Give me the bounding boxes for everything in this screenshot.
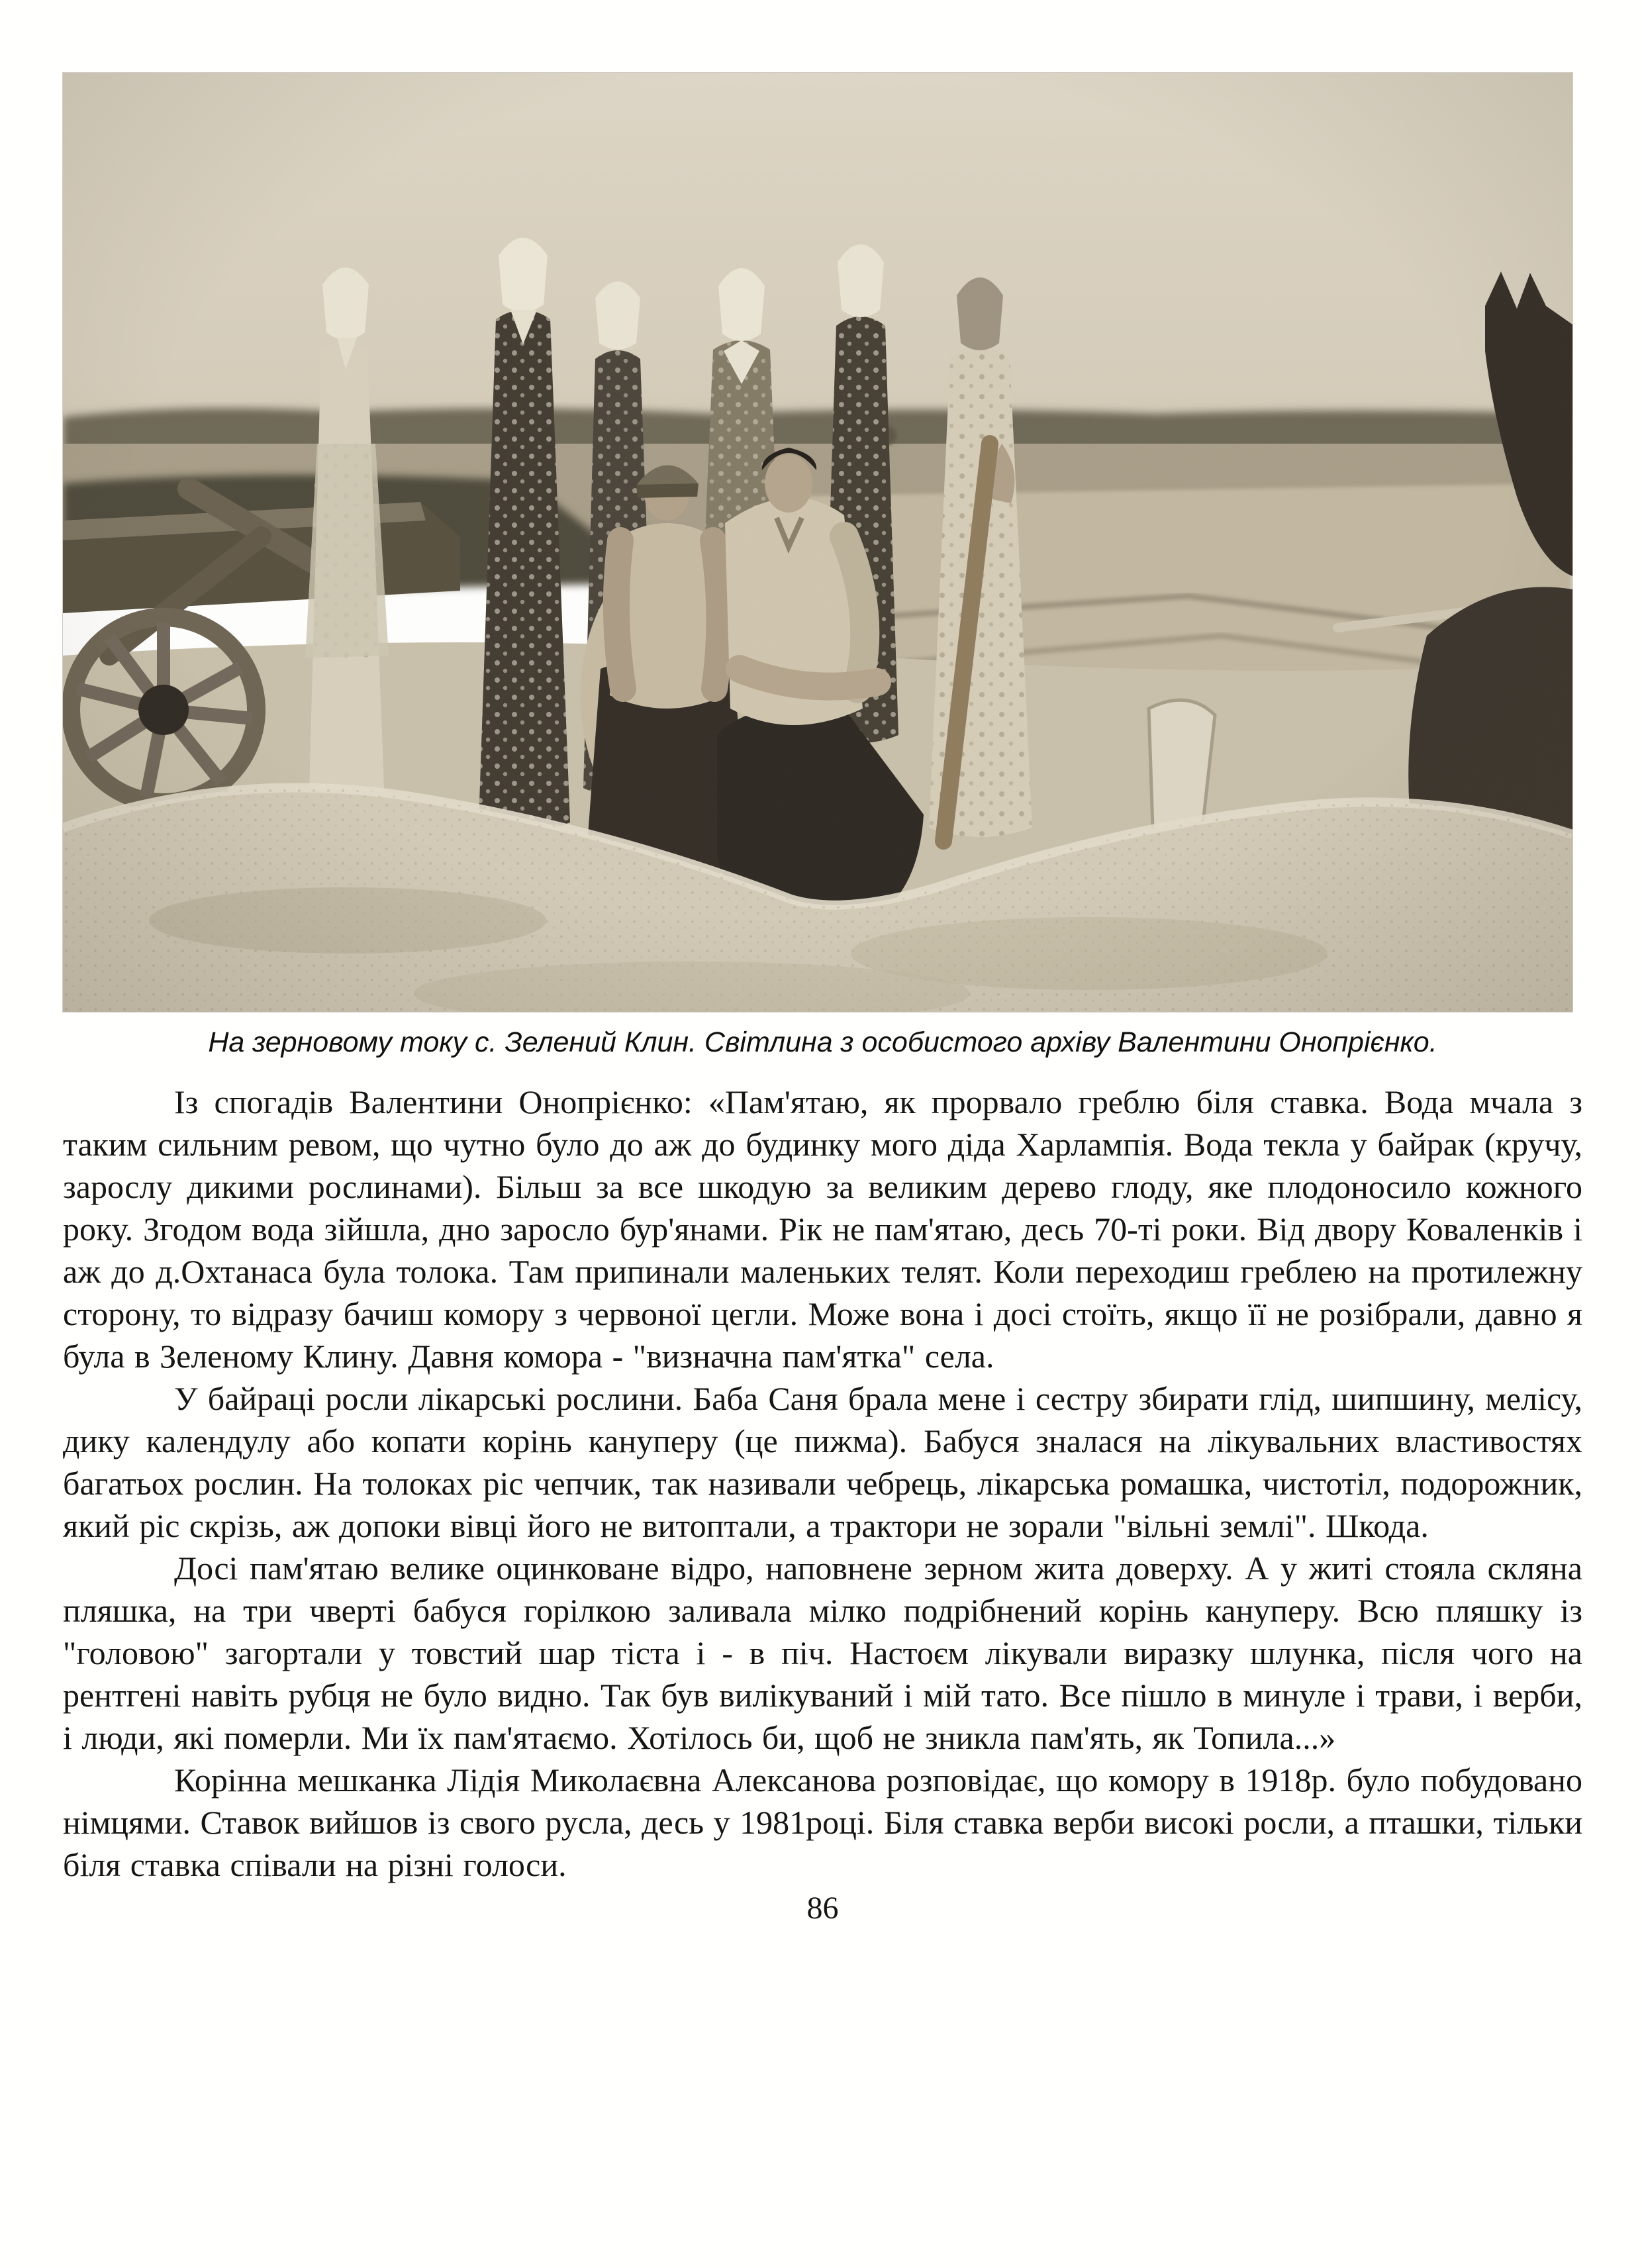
article-text xyxy=(63,1081,1582,1886)
photo-image xyxy=(63,73,1572,1012)
page-number: 86 xyxy=(806,1891,839,1926)
paragraph: Корінна мешканка Лідія Миколаєвна Алексанова розповідає, що комору в 1918р. було побудовано німцями. Ставок вийшов із свого русла, десь у 1981році. Біля ставка верби високі росли, а пташки, тільки біля ставка співали на різні голоси. xyxy=(63,1761,1582,1883)
page-content xyxy=(63,73,1582,1930)
photo xyxy=(63,73,1572,1012)
paragraph: Досі пам'ятаю велике оцинковане відро, наповнене зерном жита доверху. А у житі стояла скляна пляшка, на три чверті бабуся горілкою заливала мілко подрібнений корінь кануперу. Всю пляшку із "головою" загортали у товстий шар тіста і - в піч. Настоєм лікували виразку шлунка, після чого на рентгені навіть рубця не було видно. Так був вилікуваний і мій тато. Все пішло в минуле і трави, і верби, і люди, які померли. Ми їх пам'ятаємо. Хотілось би, щоб не зникла пам'ять, як Топила...» xyxy=(63,1550,1582,1756)
paragraph: У байраці росли лікарські рослини. Баба Саня брала мене і сестру збирати глід, шипшину, мелісу, дику календулу або копати корінь кануперу (це пижма). Бабуся зналася на лікувальних властивостях багатьох рослин. На толоках ріс чепчик, так називали чебрець, лікарська ромашка, чистотіл, подорожник, який ріс скрізь, аж допоки вівці його не витоптали, а трактори не зорали "вільні землі". Шкода. xyxy=(63,1380,1582,1544)
photo-vignette xyxy=(63,73,1572,1012)
paragraph: Із спогадів Валентини Онопрієнко: «Пам'ятаю, як прорвало греблю біля ставка. Вода мчала з таким сильним ревом, що чутно було до аж до будинку мого діда Харлампія. Вода текла у байрак (кручу, зарослу дикими рослинами). Більш за все шкодую за великим дерево глоду, яке плодоносило кожного року. Згодом вода зійшла, дно заросло бур'янами. Рік не пам'ятаю, десь 70-ті роки. Від двору Коваленків і аж до д.Охтанаса була толока. Там припинали маленьких телят. Коли переходиш греблею на протилежну сторону, то відразу бачиш комору з червоної цегли. Може вона і досі стоїть, якщо її не розібрали, давно я була в Зеленому Клину. Давня комора - "визначна пам'ятка" села. xyxy=(63,1083,1582,1375)
photo-caption: На зерновому току с. Зелений Клин. Світлина з особистого архіву Валентини Онопрієнко. xyxy=(208,1026,1437,1058)
